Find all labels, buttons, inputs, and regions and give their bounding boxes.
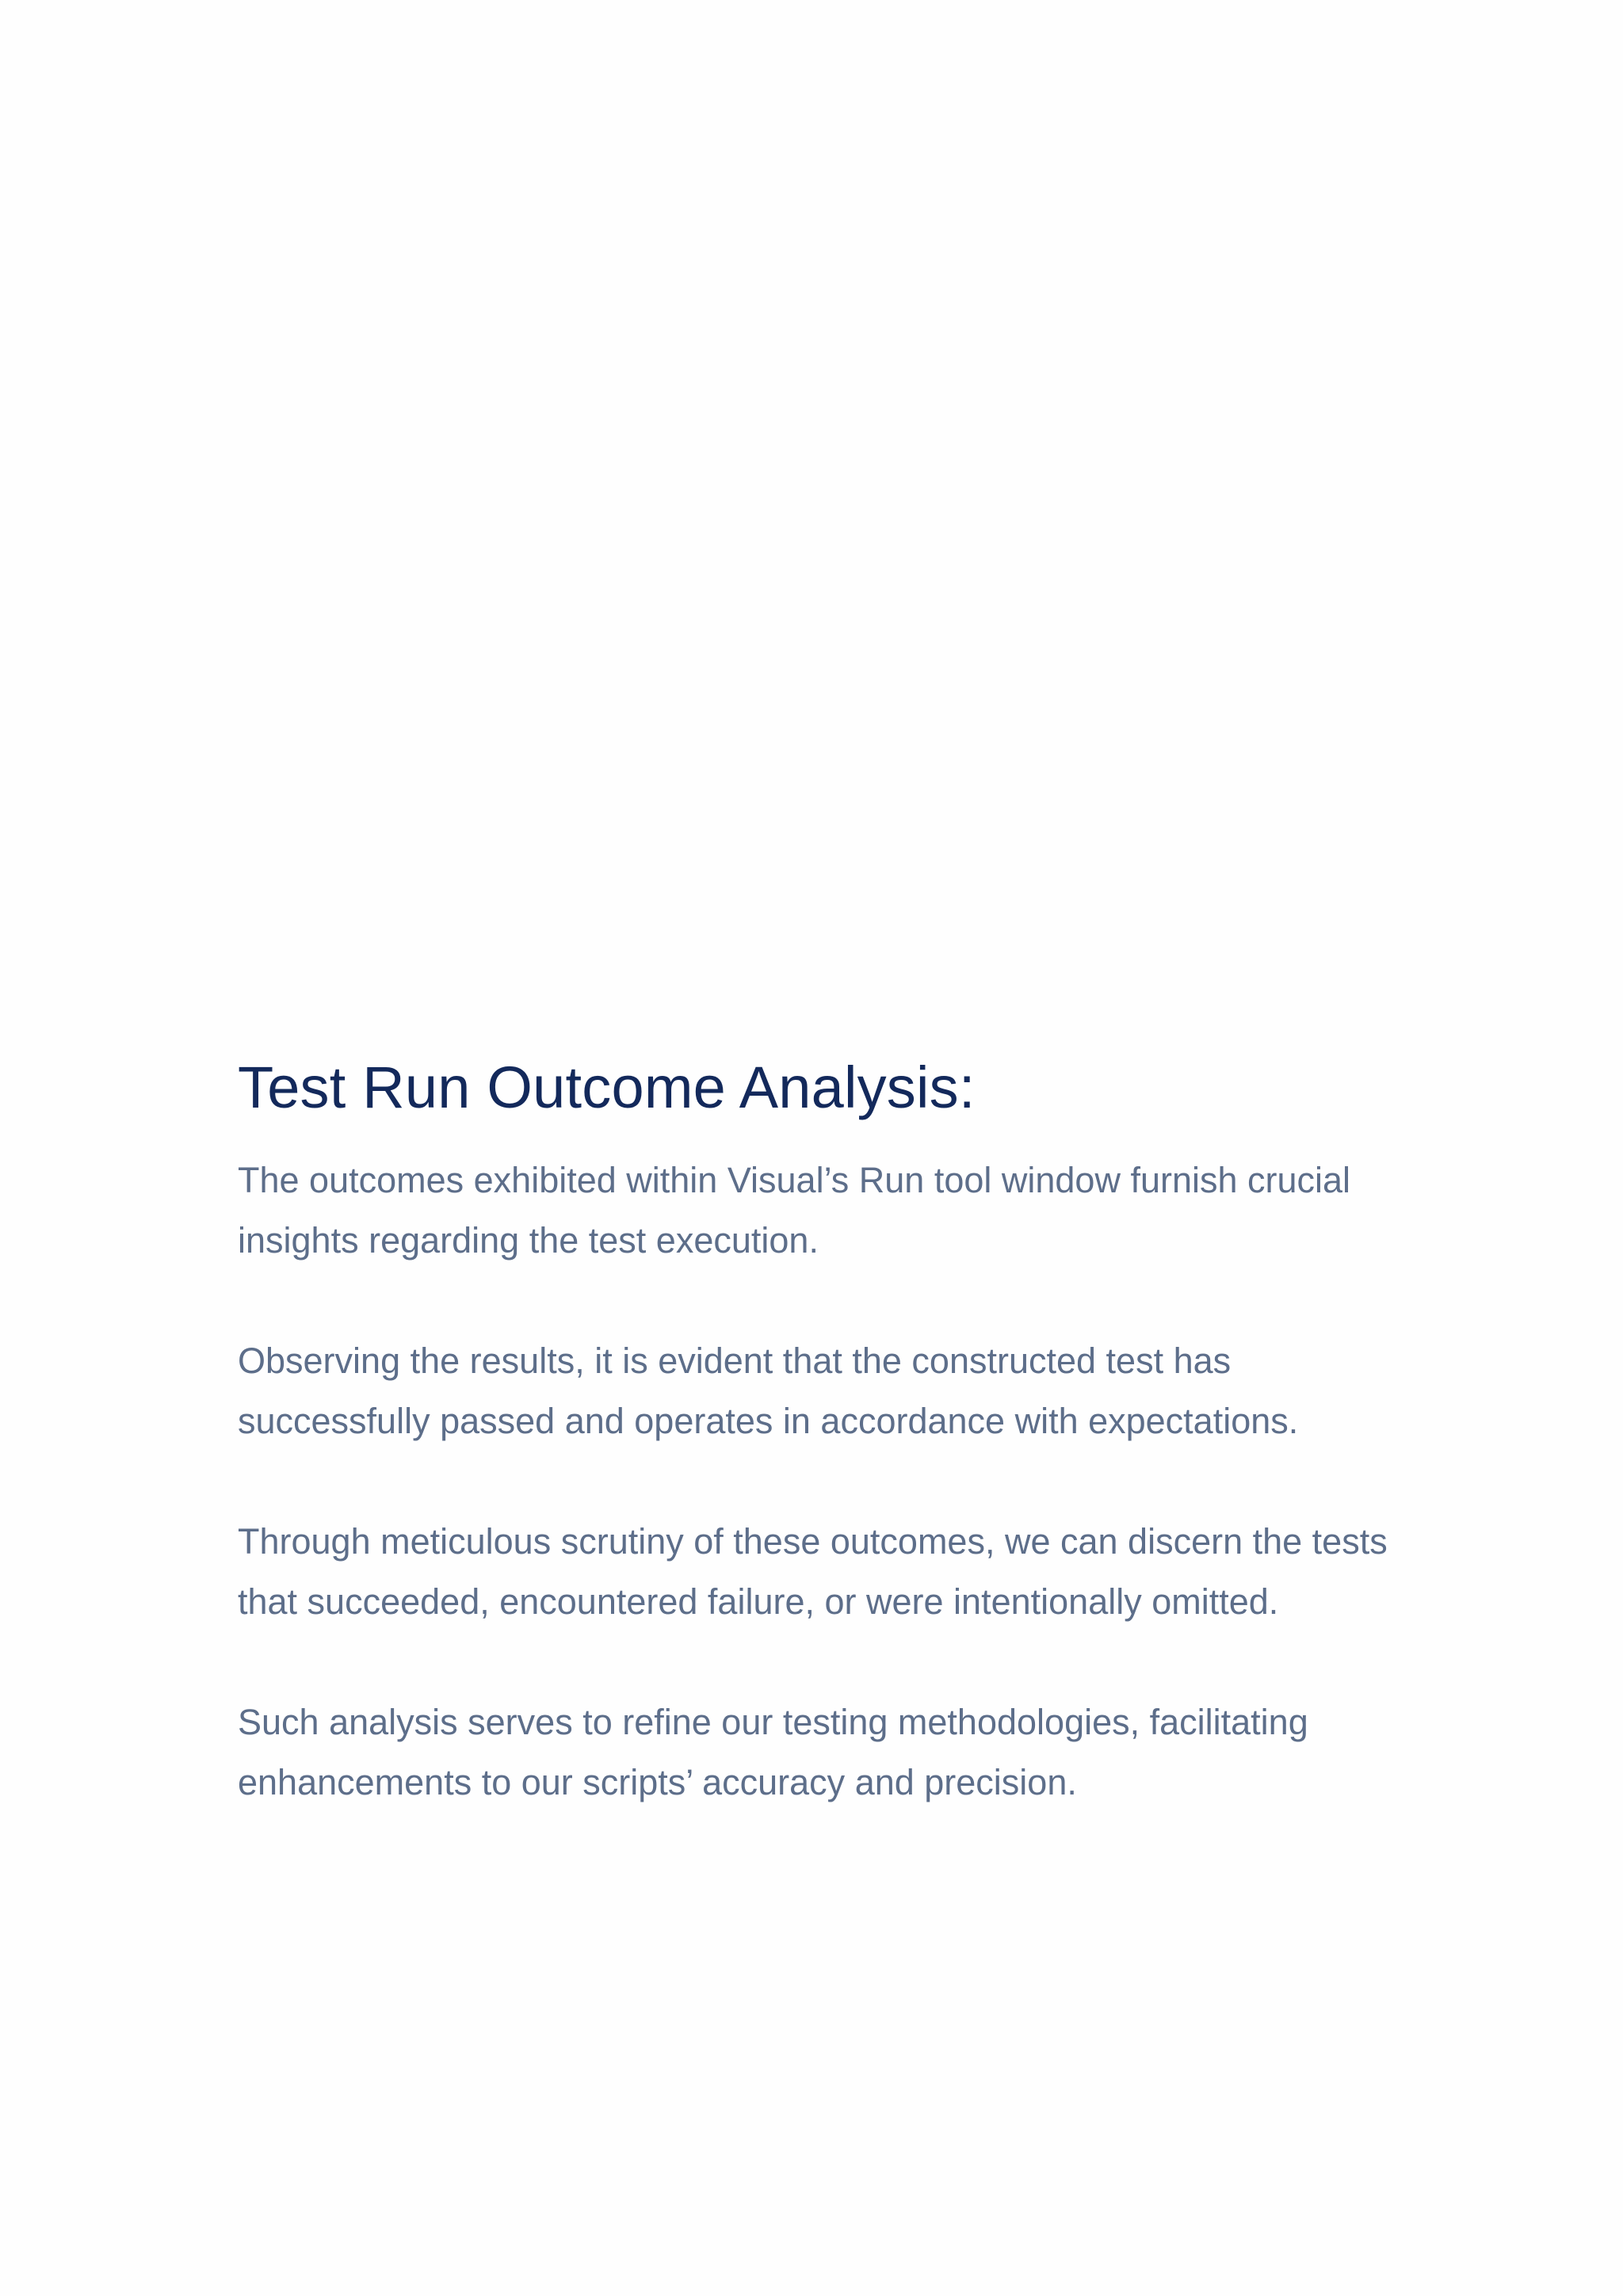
paragraph-refinement: Such analysis serves to refine our testing methodologies, facilitating enhancements to our scripts’ accuracy and precision. [238, 1702, 1308, 1802]
content-section [238, 1044, 1426, 1813]
section-heading: Test Run Outcome Analysis: [238, 1055, 976, 1120]
paragraph-intro: The outcomes exhibited within Visual’s Run tool window furnish crucial insights regarding the test execution. [238, 1160, 1351, 1261]
paragraph-scrutiny: Through meticulous scrutiny of these outcomes, we can discern the tests that succeeded, encountered failure, or were intentionally omitted. [238, 1521, 1388, 1622]
paragraph-results: Observing the results, it is evident that the constructed test has successfully passed and operates in accordance with expectations. [238, 1341, 1299, 1441]
